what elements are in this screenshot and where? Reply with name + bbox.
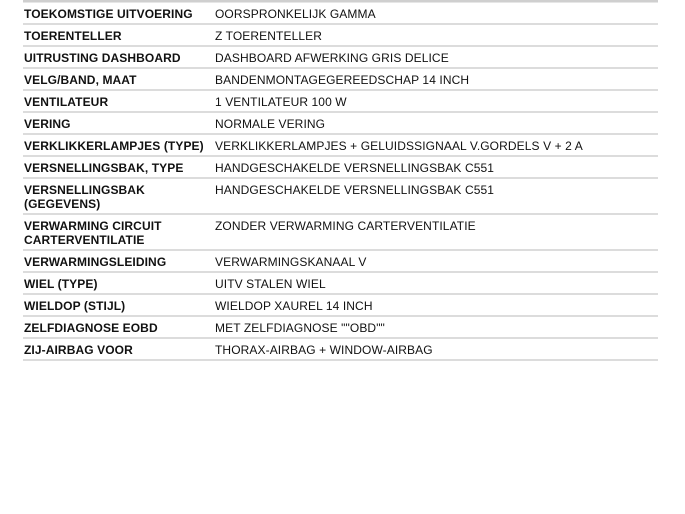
spec-label: ZIJ-AIRBAG VOOR: [23, 338, 215, 360]
table-row: [23, 214, 658, 250]
table-row: [23, 68, 658, 90]
spec-label: UITRUSTING DASHBOARD: [23, 46, 215, 68]
spec-value: DASHBOARD AFWERKING GRIS DELICE: [215, 46, 658, 68]
spec-value: VERKLIKKERLAMPJES + GELUIDSSIGNAAL V.GORDELS V + 2 A: [215, 134, 658, 156]
spec-value: UITV STALEN WIEL: [215, 272, 658, 294]
spec-label: VERSNELLINGSBAK, TYPE: [23, 156, 215, 178]
table-row: [23, 90, 658, 112]
table-row: [23, 316, 658, 338]
table-row: [23, 112, 658, 134]
spec-table-container: [23, 0, 658, 361]
spec-value: WIELDOP XAUREL 14 INCH: [215, 294, 658, 316]
spec-value: HANDGESCHAKELDE VERSNELLINGSBAK C551: [215, 156, 658, 178]
spec-label: VERSNELLINGSBAK (GEGEVENS): [23, 178, 215, 214]
spec-value: THORAX-AIRBAG + WINDOW-AIRBAG: [215, 338, 658, 360]
table-row: [23, 272, 658, 294]
spec-label: VERWARMINGSLEIDING: [23, 250, 215, 272]
table-row: [23, 178, 658, 214]
table-row: [23, 156, 658, 178]
spec-value: VERWARMINGSKANAAL V: [215, 250, 658, 272]
spec-value: OORSPRONKELIJK GAMMA: [215, 3, 658, 24]
spec-value: ZONDER VERWARMING CARTERVENTILATIE: [215, 214, 658, 250]
spec-label: VERKLIKKERLAMPJES (TYPE): [23, 134, 215, 156]
spec-label: VERWARMING CIRCUIT CARTERVENTILATIE: [23, 214, 215, 250]
table-row: [23, 338, 658, 360]
spec-label: TOEKOMSTIGE UITVOERING: [23, 3, 215, 24]
spec-value: 1 VENTILATEUR 100 W: [215, 90, 658, 112]
table-row: [23, 24, 658, 46]
table-row: [23, 46, 658, 68]
spec-value: NORMALE VERING: [215, 112, 658, 134]
spec-table: [23, 3, 658, 361]
spec-value: Z TOERENTELLER: [215, 24, 658, 46]
spec-label: VERING: [23, 112, 215, 134]
table-row: [23, 250, 658, 272]
spec-value: BANDENMONTAGEGEREEDSCHAP 14 INCH: [215, 68, 658, 90]
table-row: [23, 294, 658, 316]
spec-label: VENTILATEUR: [23, 90, 215, 112]
spec-label: TOERENTELLER: [23, 24, 215, 46]
spec-label: WIELDOP (STIJL): [23, 294, 215, 316]
spec-label: WIEL (TYPE): [23, 272, 215, 294]
spec-label: VELG/BAND, MAAT: [23, 68, 215, 90]
table-row: [23, 134, 658, 156]
table-row: [23, 3, 658, 24]
spec-value: HANDGESCHAKELDE VERSNELLINGSBAK C551: [215, 178, 658, 214]
spec-label: ZELFDIAGNOSE EOBD: [23, 316, 215, 338]
spec-value: MET ZELFDIAGNOSE ""OBD"": [215, 316, 658, 338]
